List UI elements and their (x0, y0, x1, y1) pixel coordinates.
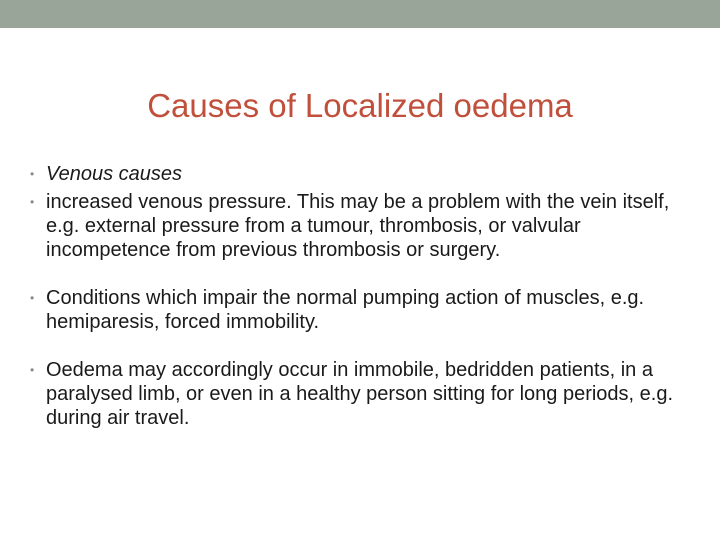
bullet-text: Venous causes (46, 163, 183, 185)
bullet-venous-causes (30, 162, 700, 186)
bullet-immobile-patients (30, 358, 700, 430)
bullet-dot-icon: • (30, 167, 35, 181)
bullet-dot-icon: • (30, 291, 35, 305)
bullet-text: Oedema may accordingly occur in immobile, bedridden patients, in a paralysed limb, or even in a healthy person sitting for long periods, e.g. during air travel. (46, 359, 674, 429)
bullet-pumping-action (30, 286, 700, 334)
bullet-list (30, 162, 700, 430)
top-accent-bar (0, 0, 720, 28)
slide-title: Causes of Localized oedema (147, 87, 573, 124)
bullet-dot-icon: • (30, 363, 35, 377)
bullet-dot-icon: • (30, 195, 35, 209)
bullet-text: increased venous pressure. This may be a problem with the vein itself, e.g. external pressure from a tumour, thrombosis, or valvular incompetence from previous thrombosis or surgery. (46, 191, 670, 261)
bullet-text: Conditions which impair the normal pumping action of muscles, e.g. hemiparesis, forced immobility. (46, 287, 645, 333)
bullet-venous-pressure (30, 190, 700, 262)
